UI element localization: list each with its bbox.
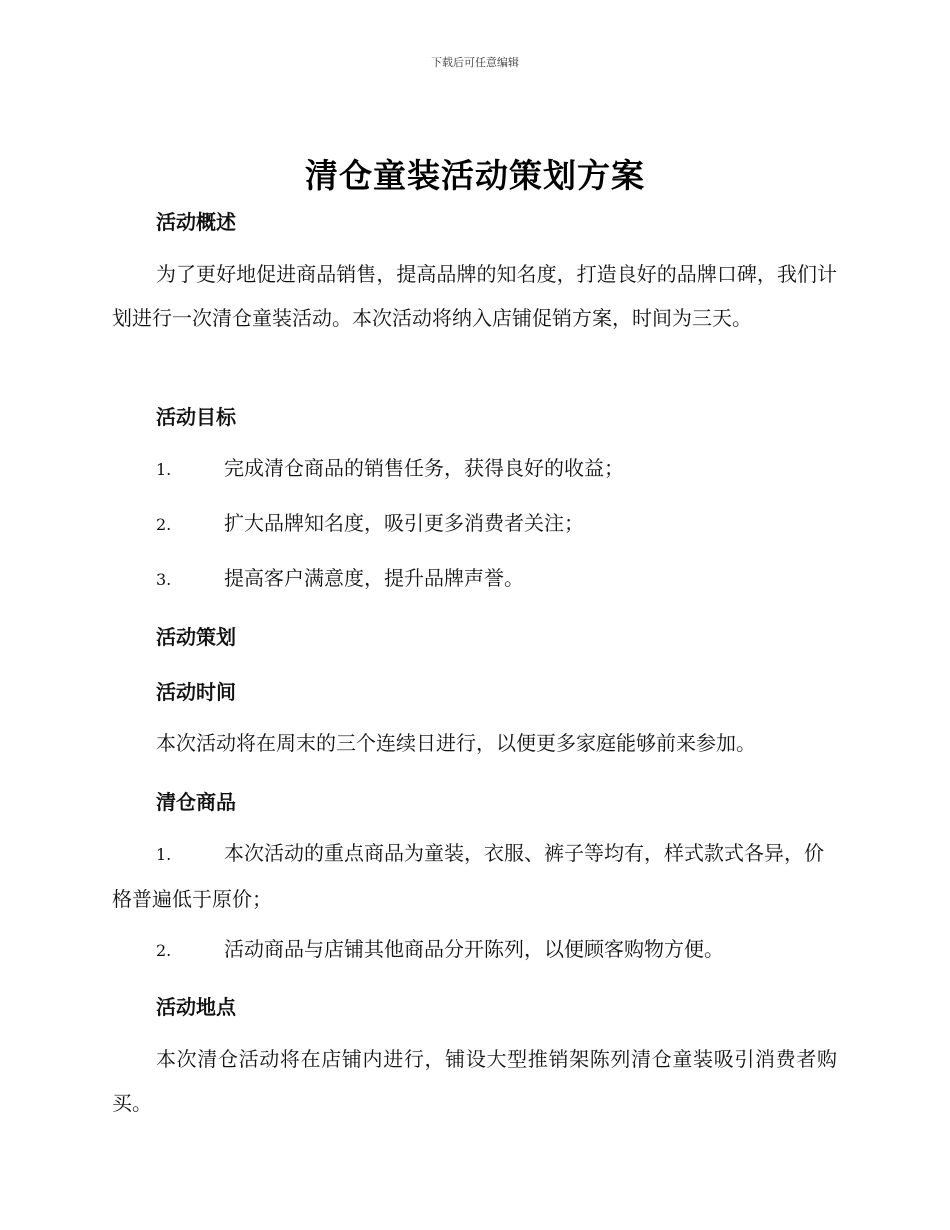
list-number: 1. [156, 845, 172, 864]
heading-goals: 活动目标 [156, 405, 236, 429]
goods-item-2 [112, 927, 837, 973]
paragraph-time: 本次活动将在周末的三个连续日进行，以便更多家庭能够前来参加。 [156, 731, 756, 755]
heading-time: 活动时间 [156, 680, 236, 704]
goal-item-1 [112, 446, 837, 492]
goal-item-3 [112, 556, 837, 602]
heading-goods: 清仓商品 [156, 790, 236, 814]
list-text: 提高客户满意度，提升品牌声誉。 [224, 566, 524, 590]
heading-location: 活动地点 [156, 995, 236, 1019]
list-text: 完成清仓商品的销售任务，获得良好的收益； [224, 456, 624, 480]
heading-overview: 活动概述 [156, 210, 236, 234]
paragraph-location: 本次清仓活动将在店铺内进行，铺设大型推销架陈列清仓童装吸引消费者购买。 [112, 1047, 837, 1115]
list-text: 本次活动的重点商品为童装，衣服、裤子等均有，样式款式各异，价格普遍低于原价； [112, 841, 824, 911]
header-note: 下载后可任意编辑 [431, 56, 519, 69]
list-text: 扩大品牌知名度，吸引更多消费者关注； [224, 511, 584, 535]
paragraph-overview: 为了更好地促进商品销售，提高品牌的知名度，打造良好的品牌口碑，我们计划进行一次清仓童装活动。本次活动将纳入店铺促销方案，时间为三天。 [112, 262, 837, 330]
document-title: 清仓童装活动策划方案 [305, 156, 645, 195]
list-number: 3. [156, 570, 172, 589]
goods-item-1 [112, 831, 837, 921]
list-number: 2. [156, 515, 172, 534]
list-number: 1. [156, 460, 172, 479]
heading-planning: 活动策划 [156, 625, 236, 649]
list-number: 2. [156, 941, 172, 960]
goal-item-2 [112, 501, 837, 547]
list-text: 活动商品与店铺其他商品分开陈列，以便顾客购物方便。 [224, 937, 724, 961]
